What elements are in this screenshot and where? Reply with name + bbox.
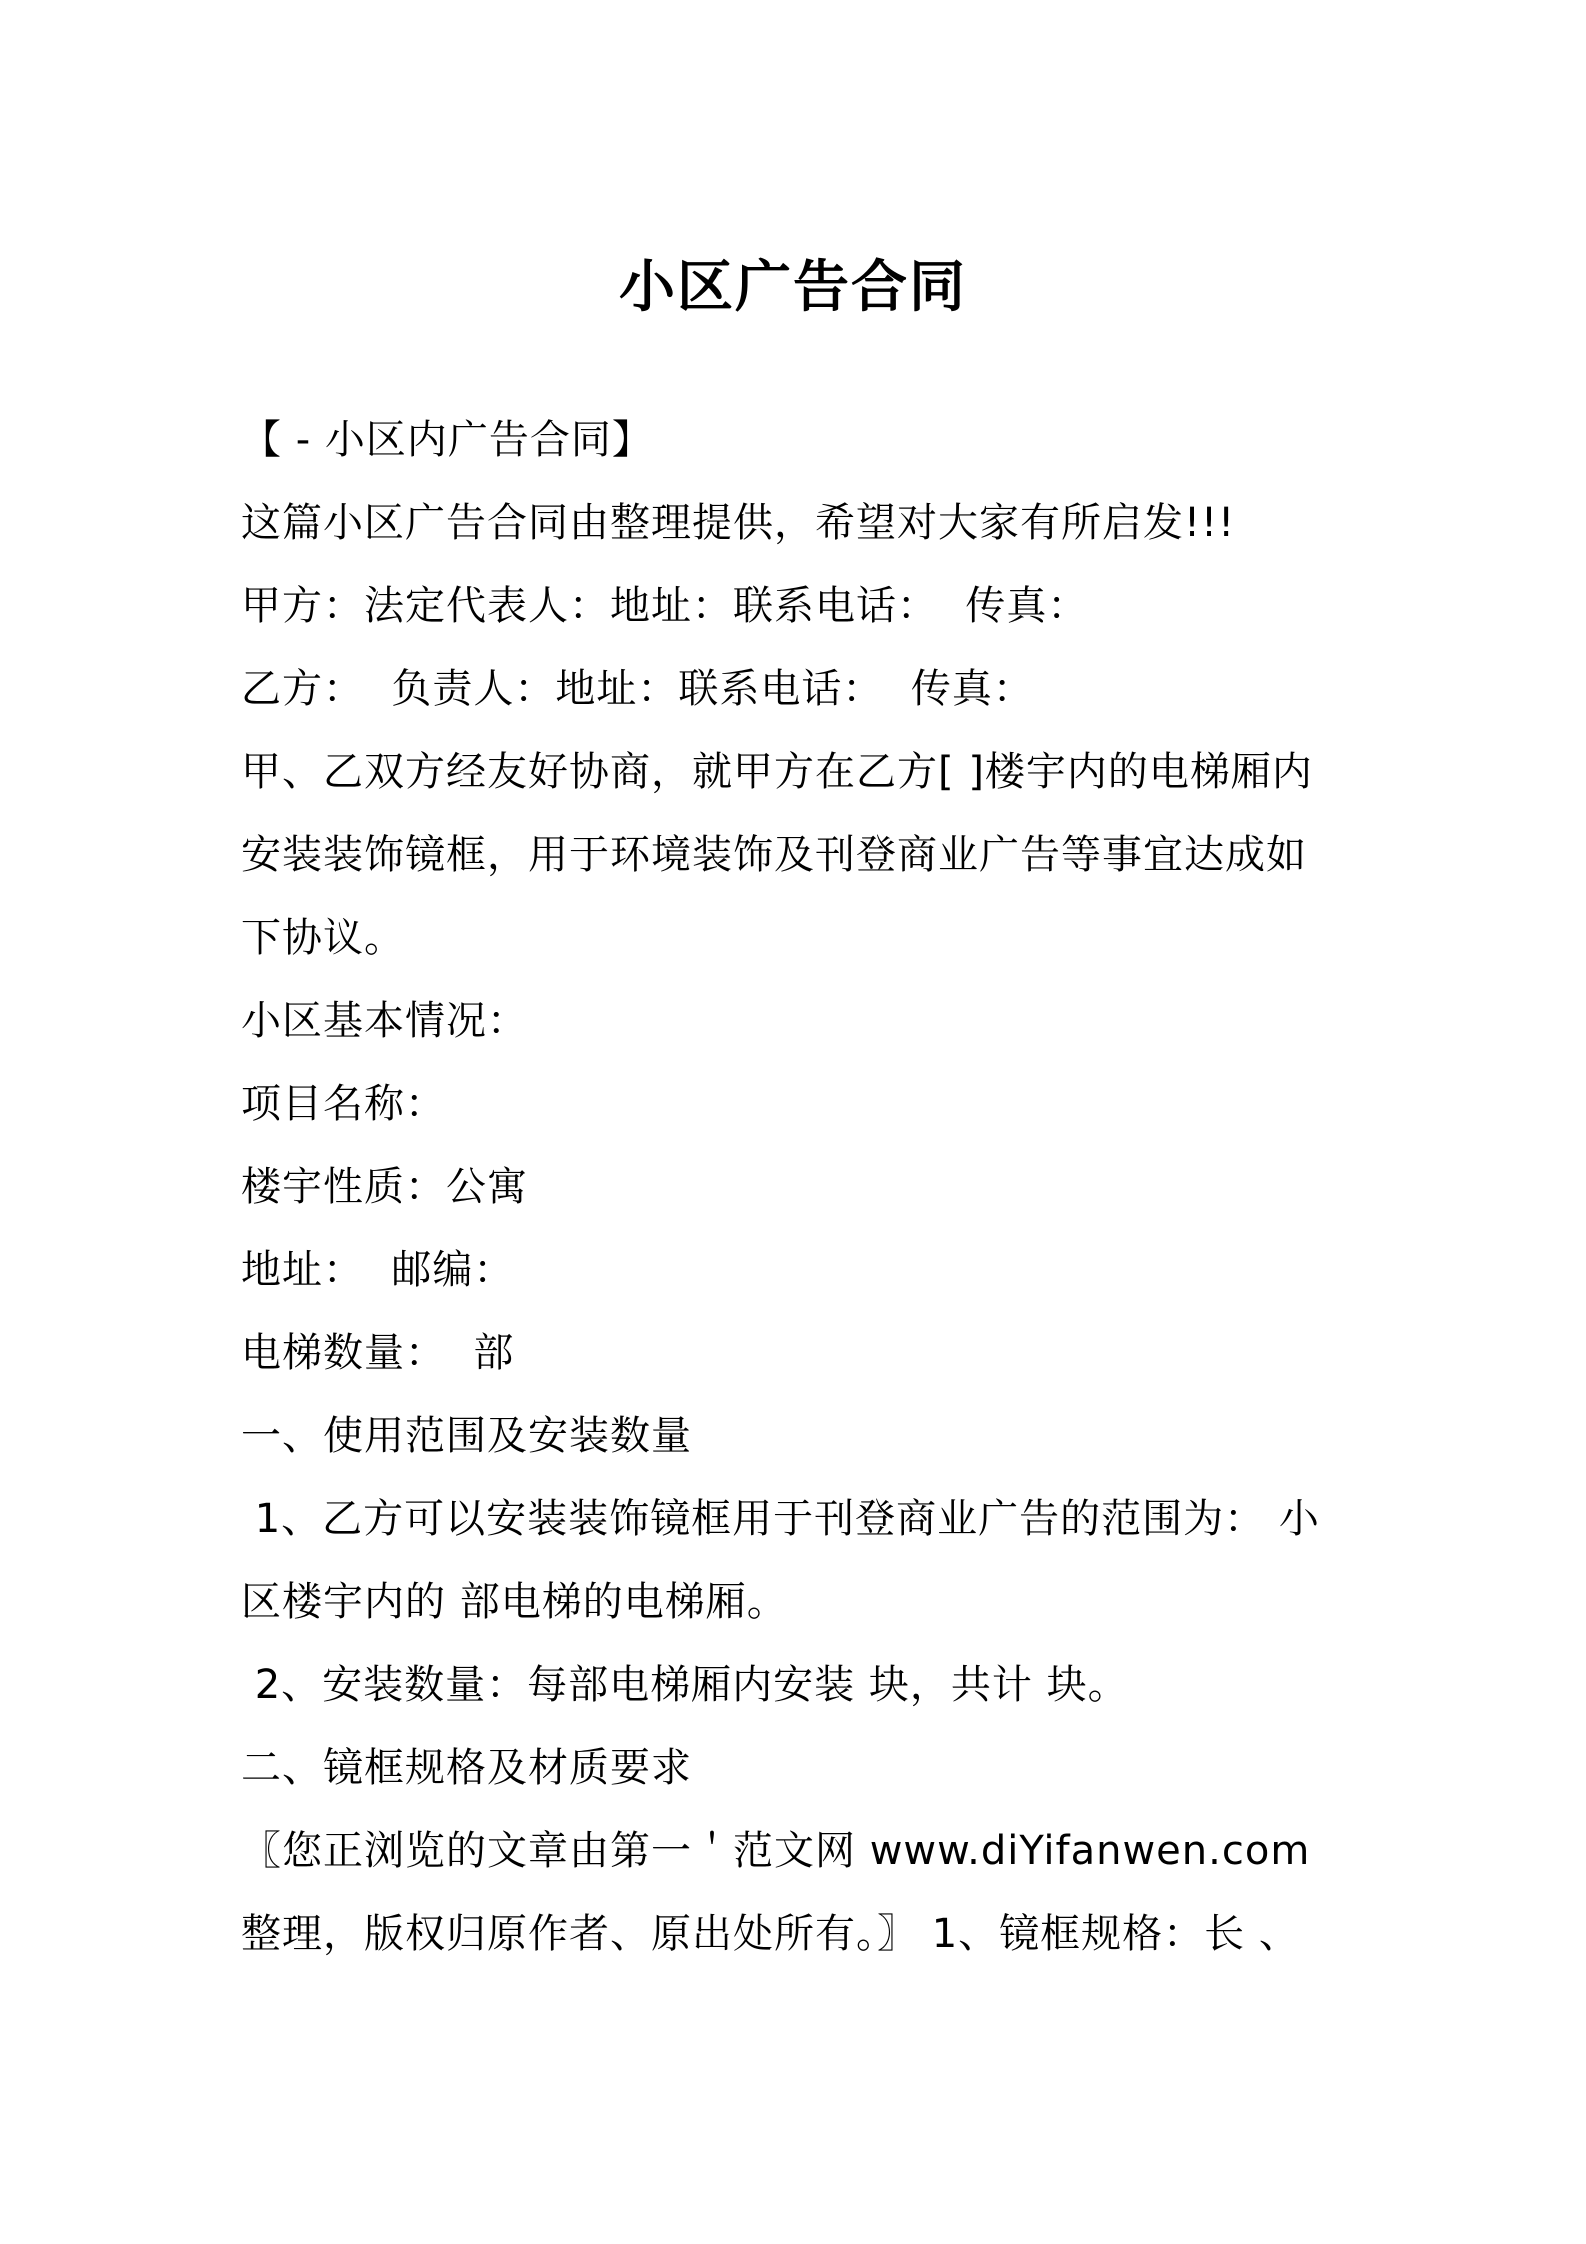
project-name-line: 项目名称： (241, 1081, 446, 1127)
agreement-line-1: 甲、乙双方经友好协商，就甲方在乙方[ ]楼宇内的电梯厢内 (241, 749, 1313, 795)
elevator-count-line: 电梯数量： 部 (241, 1330, 515, 1376)
source-notice-line-2: 整理，版权归原作者、原出处所有。〗 1、镜框规格：长 、 (241, 1911, 1300, 1957)
party-a-line: 甲方：法定代表人：地址：联系电话： 传真： (241, 583, 1089, 629)
document-title: 小区广告合同 (619, 255, 967, 320)
intro-line: 这篇小区广告合同由整理提供，希望对大家有所启发!!! (241, 500, 1236, 546)
source-notice-line-1: 〖您正浏览的文章由第一＇范文网 www.diYifanwen.com (241, 1828, 1311, 1874)
subtitle-line: 【 - 小区内广告合同】 (241, 417, 653, 463)
address-postcode-line: 地址： 邮编： (241, 1247, 515, 1293)
section-1-heading: 一、使用范围及安装数量 (241, 1413, 692, 1459)
agreement-line-2: 安装装饰镜框，用于环境装饰及刊登商业广告等事宜达成如 (241, 832, 1307, 878)
section-2-heading: 二、镜框规格及材质要求 (241, 1745, 692, 1791)
party-b-line: 乙方： 负责人：地址：联系电话： 传真： (241, 666, 1034, 712)
agreement-line-3: 下协议。 (241, 915, 405, 961)
clause-1-2-line: 2、安装数量：每部电梯厢内安装 块，共计 块。 (241, 1662, 1129, 1708)
community-info-heading: 小区基本情况： (241, 998, 528, 1044)
clause-1-1-line-1: 1、乙方可以安装装饰镜框用于刊登商业广告的范围为： 小 (241, 1496, 1320, 1542)
building-type-line: 楼宇性质：公寓 (241, 1164, 528, 1210)
clause-1-1-line-2: 区楼宇内的 部电梯的电梯厢。 (241, 1579, 788, 1625)
